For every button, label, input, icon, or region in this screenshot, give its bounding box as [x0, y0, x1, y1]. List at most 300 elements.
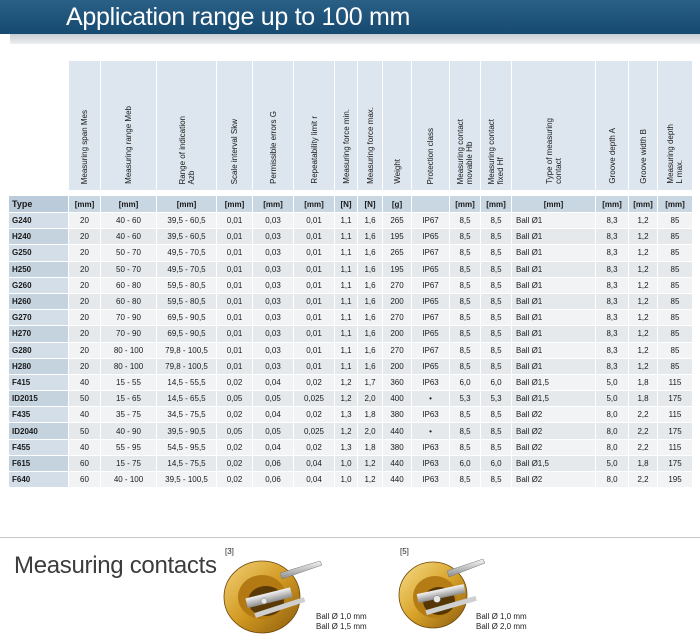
table-cell: 8,3	[596, 213, 629, 229]
table-cell: 20	[69, 245, 101, 261]
table-cell: 0,01	[217, 261, 253, 277]
table-cell: 69,5 - 90,5	[157, 326, 217, 342]
table-cell: 54,5 - 95,5	[157, 439, 217, 455]
header-cell: Permissible errors G	[253, 61, 294, 191]
table-cell: 70 - 90	[101, 326, 157, 342]
contact-ball-size-2: Ball Ø 1,5 mm	[316, 622, 367, 631]
table-cell: IP65	[412, 293, 450, 309]
table-cell: 0,02	[217, 374, 253, 390]
table-cell: 0,05	[253, 391, 294, 407]
table-row	[9, 391, 693, 407]
table-row	[9, 229, 693, 245]
table-cell: 5,3	[450, 391, 481, 407]
table-cell: 1,1	[335, 310, 358, 326]
table-cell: 8,5	[481, 326, 512, 342]
table-cell: 1,1	[335, 358, 358, 374]
table-cell: 1,6	[358, 342, 383, 358]
table-cell: 195	[383, 229, 412, 245]
header-cell: Measuring force max.	[358, 61, 383, 191]
table-cell: 60	[69, 455, 101, 471]
table-cell: 1,8	[629, 455, 658, 471]
table-cell: 20	[69, 342, 101, 358]
table-cell: 8,5	[481, 293, 512, 309]
header-cell: Groove width B	[629, 61, 658, 191]
table-cell: 0,04	[253, 439, 294, 455]
header-cell: Repeatability limit r	[294, 61, 335, 191]
table-cell: 8,3	[596, 229, 629, 245]
table-cell: 8,3	[596, 326, 629, 342]
table-cell: 0,01	[217, 342, 253, 358]
table-cell: 5,0	[596, 391, 629, 407]
table-cell: 14,5 - 75,5	[157, 455, 217, 471]
table-cell: IP63	[412, 374, 450, 390]
table-cell: 8,5	[450, 245, 481, 261]
contact-5-ball-sizes	[476, 612, 527, 632]
table-cell: 85	[658, 310, 693, 326]
table-cell: Ball Ø1	[512, 245, 596, 261]
table-cell: 0,01	[217, 358, 253, 374]
table-cell: 60 - 80	[101, 277, 157, 293]
table-cell: 8,5	[450, 358, 481, 374]
unit-cell: [mm]	[69, 196, 101, 213]
table-cell: 1,2	[629, 229, 658, 245]
table-cell: 20	[69, 358, 101, 374]
unit-cell: [mm]	[294, 196, 335, 213]
table-cell: 6,0	[481, 455, 512, 471]
type-cell: G270	[9, 310, 69, 326]
header-cell: Type of measuring contact	[512, 61, 596, 191]
contact-3-ball-sizes	[316, 612, 367, 632]
table-cell: 1,1	[335, 261, 358, 277]
table-cell: Ball Ø1	[512, 358, 596, 374]
table-cell: 1,2	[629, 342, 658, 358]
unit-cell: [mm]	[481, 196, 512, 213]
table-cell: IP65	[412, 326, 450, 342]
contact-5-image	[395, 553, 487, 639]
table-cell: 0,03	[253, 277, 294, 293]
table-cell: 85	[658, 261, 693, 277]
table-cell: 2,2	[629, 407, 658, 423]
table-cell: 1,2	[629, 293, 658, 309]
unit-cell: [mm]	[658, 196, 693, 213]
table-cell: 0,04	[294, 472, 335, 488]
table-cell: 200	[383, 293, 412, 309]
table-cell: 270	[383, 277, 412, 293]
table-cell: 1,2	[629, 326, 658, 342]
table-cell: 40 - 60	[101, 229, 157, 245]
table-cell: 8,5	[481, 213, 512, 229]
table-cell: Ball Ø2	[512, 472, 596, 488]
table-cell: 0,01	[294, 277, 335, 293]
table-cell: 20	[69, 277, 101, 293]
table-cell: 85	[658, 229, 693, 245]
table-cell: 175	[658, 391, 693, 407]
unit-cell	[412, 196, 450, 213]
table-cell: 80 - 100	[101, 358, 157, 374]
type-cell: H260	[9, 293, 69, 309]
table-cell: 85	[658, 358, 693, 374]
table-cell: 0,04	[253, 374, 294, 390]
table-cell: 60	[69, 472, 101, 488]
table-cell: 0,03	[253, 310, 294, 326]
spec-table	[8, 60, 693, 488]
table-cell: 0,01	[217, 229, 253, 245]
table-cell: 40	[69, 439, 101, 455]
table-cell: Ball Ø2	[512, 439, 596, 455]
table-cell: 14,5 - 55,5	[157, 374, 217, 390]
table-cell: IP67	[412, 310, 450, 326]
table-cell: 20	[69, 261, 101, 277]
type-cell: ID2015	[9, 391, 69, 407]
table-row	[9, 472, 693, 488]
table-cell: 1,2	[335, 423, 358, 439]
table-cell: 1,7	[358, 374, 383, 390]
table-cell: 0,03	[253, 293, 294, 309]
table-cell: 39,5 - 60,5	[157, 229, 217, 245]
header-cell: Measuring span Mes	[69, 61, 101, 191]
table-cell: 0,06	[253, 472, 294, 488]
table-cell: 8,3	[596, 245, 629, 261]
table-cell: 70 - 90	[101, 310, 157, 326]
table-cell: 2,0	[358, 391, 383, 407]
table-cell: 49,5 - 70,5	[157, 261, 217, 277]
table-cell: 0,06	[253, 455, 294, 471]
table-row	[9, 310, 693, 326]
table-cell: 0,03	[253, 261, 294, 277]
table-cell: 20	[69, 229, 101, 245]
table-cell: 55 - 95	[101, 439, 157, 455]
header-row	[9, 61, 693, 191]
table-cell: 0,03	[253, 326, 294, 342]
header-cell: Protection class	[412, 61, 450, 191]
header-cell: Range of indication Azb	[157, 61, 217, 191]
table-cell: 85	[658, 326, 693, 342]
table-cell: 0,03	[253, 358, 294, 374]
table-cell: •	[412, 391, 450, 407]
table-cell: 8,5	[481, 439, 512, 455]
table-cell: 8,5	[481, 310, 512, 326]
table-cell: 8,5	[481, 407, 512, 423]
table-cell: 40	[69, 374, 101, 390]
contact-ball-size-1: Ball Ø 1,0 mm	[476, 612, 527, 621]
table-cell: 195	[383, 261, 412, 277]
table-cell: 1,2	[629, 245, 658, 261]
table-cell: 0,02	[217, 439, 253, 455]
contact-3-image	[220, 553, 330, 639]
table-cell: 15 - 65	[101, 391, 157, 407]
table-cell: 1,3	[335, 407, 358, 423]
table-cell: 0,01	[294, 342, 335, 358]
table-cell: Ball Ø1	[512, 277, 596, 293]
type-cell: F615	[9, 455, 69, 471]
table-cell: 175	[658, 423, 693, 439]
table-row	[9, 277, 693, 293]
contact-ball-size-2: Ball Ø 2,0 mm	[476, 622, 527, 631]
table-row	[9, 245, 693, 261]
table-cell: 1,2	[629, 277, 658, 293]
table-cell: Ball Ø1	[512, 310, 596, 326]
table-cell: 0,02	[217, 472, 253, 488]
table-cell: 8,0	[596, 439, 629, 455]
table-cell: IP63	[412, 455, 450, 471]
type-cell: G250	[9, 245, 69, 261]
table-cell: 85	[658, 293, 693, 309]
table-cell: 1,1	[335, 342, 358, 358]
table-cell: 175	[658, 455, 693, 471]
table-cell: IP67	[412, 277, 450, 293]
table-cell: 1,2	[358, 472, 383, 488]
table-cell: 200	[383, 358, 412, 374]
table-row	[9, 342, 693, 358]
table-cell: 0,02	[294, 407, 335, 423]
table-cell: Ball Ø1	[512, 326, 596, 342]
table-cell: 360	[383, 374, 412, 390]
type-cell: F455	[9, 439, 69, 455]
table-row	[9, 423, 693, 439]
unit-cell: [mm]	[450, 196, 481, 213]
unit-cell: [g]	[383, 196, 412, 213]
table-cell: 1,6	[358, 261, 383, 277]
table-cell: 8,0	[596, 423, 629, 439]
table-cell: 2,2	[629, 472, 658, 488]
table-cell: Ball Ø2	[512, 423, 596, 439]
table-row	[9, 213, 693, 229]
table-cell: 2,0	[358, 423, 383, 439]
table-cell: 1,6	[358, 310, 383, 326]
header-cell: Measuring depth L max.	[658, 61, 693, 191]
table-cell: 0,01	[217, 310, 253, 326]
table-cell: 8,5	[450, 342, 481, 358]
table-cell: 200	[383, 326, 412, 342]
table-cell: 0,01	[294, 245, 335, 261]
table-cell: 380	[383, 439, 412, 455]
table-cell: 0,01	[217, 293, 253, 309]
table-cell: 0,02	[294, 374, 335, 390]
table-cell: 0,01	[217, 277, 253, 293]
table-cell: 0,01	[217, 326, 253, 342]
table-cell: 79,8 - 100,5	[157, 342, 217, 358]
table-cell: 8,0	[596, 472, 629, 488]
type-cell: H240	[9, 229, 69, 245]
contact-ball-size-1: Ball Ø 1,0 mm	[316, 612, 367, 621]
table-cell: Ball Ø1,5	[512, 391, 596, 407]
table-cell: 40 - 100	[101, 472, 157, 488]
table-cell: 0,025	[294, 423, 335, 439]
table-cell: 59,5 - 80,5	[157, 277, 217, 293]
section-divider	[0, 537, 700, 538]
table-cell: 8,5	[450, 310, 481, 326]
table-cell: 35 - 75	[101, 407, 157, 423]
table-cell: 20	[69, 326, 101, 342]
table-cell: 2,2	[629, 423, 658, 439]
table-cell: 440	[383, 423, 412, 439]
table-cell: Ball Ø1	[512, 213, 596, 229]
table-cell: 8,3	[596, 277, 629, 293]
unit-cell: [mm]	[253, 196, 294, 213]
table-cell: 1,6	[358, 277, 383, 293]
table-cell: 40	[69, 407, 101, 423]
table-cell: 8,5	[481, 245, 512, 261]
table-cell: 1,1	[335, 213, 358, 229]
table-cell: 85	[658, 277, 693, 293]
table-cell: 8,5	[450, 229, 481, 245]
type-cell: G280	[9, 342, 69, 358]
type-cell: F435	[9, 407, 69, 423]
table-cell: 0,05	[217, 391, 253, 407]
table-cell: 265	[383, 245, 412, 261]
table-cell: 1,6	[358, 358, 383, 374]
table-cell: 270	[383, 310, 412, 326]
table-cell: 6,0	[450, 374, 481, 390]
table-cell: IP65	[412, 261, 450, 277]
table-cell: Ball Ø2	[512, 407, 596, 423]
table-cell: 1,1	[335, 293, 358, 309]
table-cell: 1,1	[335, 229, 358, 245]
table-cell: 0,01	[217, 213, 253, 229]
table-cell: 5,3	[481, 391, 512, 407]
table-cell: IP67	[412, 245, 450, 261]
table-cell: 0,02	[217, 455, 253, 471]
table-cell: 34,5 - 75,5	[157, 407, 217, 423]
table-cell: 20	[69, 213, 101, 229]
table-cell: 8,0	[596, 407, 629, 423]
table-cell: 8,5	[450, 423, 481, 439]
table-cell: Ball Ø1,5	[512, 455, 596, 471]
table-cell: 6,0	[481, 374, 512, 390]
table-cell: 8,5	[481, 342, 512, 358]
table-cell: 1,3	[335, 439, 358, 455]
contact-figure-number: [3]	[225, 547, 234, 556]
table-cell: 1,0	[335, 455, 358, 471]
unit-cell: [mm]	[629, 196, 658, 213]
table-cell: Ball Ø1	[512, 229, 596, 245]
table-cell: 8,3	[596, 358, 629, 374]
table-cell: 1,2	[335, 391, 358, 407]
table-cell: 15 - 75	[101, 455, 157, 471]
table-cell: IP63	[412, 407, 450, 423]
table-cell: 0,01	[294, 310, 335, 326]
table-cell: 195	[658, 472, 693, 488]
table-cell: 1,1	[335, 245, 358, 261]
table-cell: IP63	[412, 439, 450, 455]
table-cell: 270	[383, 342, 412, 358]
table-cell: 1,1	[335, 277, 358, 293]
table-cell: 0,03	[253, 213, 294, 229]
unit-cell: [mm]	[596, 196, 629, 213]
table-cell: •	[412, 423, 450, 439]
table-cell: 8,5	[450, 277, 481, 293]
header-cell: Weight	[383, 61, 412, 191]
table-cell: 39,5 - 60,5	[157, 213, 217, 229]
unit-cell: [N]	[335, 196, 358, 213]
type-cell: F640	[9, 472, 69, 488]
table-cell: 265	[383, 213, 412, 229]
table-cell: 39,5 - 100,5	[157, 472, 217, 488]
table-cell: Ball Ø1,5	[512, 374, 596, 390]
table-row	[9, 358, 693, 374]
table-cell: 8,5	[481, 277, 512, 293]
type-column-header: Type	[9, 196, 69, 213]
page-title: Application range up to 100 mm	[0, 0, 700, 34]
table-cell: 0,04	[253, 407, 294, 423]
table-cell: 115	[658, 439, 693, 455]
unit-cell: [N]	[358, 196, 383, 213]
measuring-contacts-title: Measuring contacts	[14, 552, 217, 579]
table-cell: 20	[69, 293, 101, 309]
table-cell: 40 - 90	[101, 423, 157, 439]
table-cell: 440	[383, 455, 412, 471]
spec-table-body	[9, 213, 693, 488]
table-cell: 49,5 - 70,5	[157, 245, 217, 261]
table-cell: 8,5	[450, 407, 481, 423]
table-cell: 0,01	[217, 245, 253, 261]
table-cell: 1,6	[358, 326, 383, 342]
table-row	[9, 407, 693, 423]
table-cell: 40 - 60	[101, 213, 157, 229]
table-row	[9, 293, 693, 309]
type-cell: G260	[9, 277, 69, 293]
table-cell: IP65	[412, 358, 450, 374]
table-cell: 1,8	[629, 374, 658, 390]
table-cell: 1,6	[358, 213, 383, 229]
table-cell: 8,5	[450, 439, 481, 455]
table-row	[9, 374, 693, 390]
table-cell: 69,5 - 90,5	[157, 310, 217, 326]
table-cell: 1,1	[335, 326, 358, 342]
table-cell: 1,2	[629, 310, 658, 326]
header-cell: Scale interval Skw	[217, 61, 253, 191]
contact-figure-number: [5]	[400, 547, 409, 556]
table-cell: 8,5	[450, 472, 481, 488]
table-cell: 1,8	[629, 391, 658, 407]
table-cell: 8,5	[450, 261, 481, 277]
table-cell: 400	[383, 391, 412, 407]
table-cell: 1,0	[335, 472, 358, 488]
header-cell: Measuring range Meb	[101, 61, 157, 191]
table-cell: IP67	[412, 213, 450, 229]
unit-row	[9, 196, 693, 213]
type-cell: ID2040	[9, 423, 69, 439]
table-cell: 0,03	[253, 342, 294, 358]
table-cell: 85	[658, 342, 693, 358]
table-cell: IP63	[412, 472, 450, 488]
table-cell: 0,04	[294, 455, 335, 471]
table-row	[9, 439, 693, 455]
table-cell: 0,03	[253, 245, 294, 261]
title-shadow	[10, 34, 700, 44]
type-cell: H250	[9, 261, 69, 277]
table-cell: 8,3	[596, 293, 629, 309]
header-cell: Measuring contact movable Hb	[450, 61, 481, 191]
table-cell: 50 - 70	[101, 245, 157, 261]
table-cell: 15 - 55	[101, 374, 157, 390]
table-cell: 1,6	[358, 229, 383, 245]
table-cell: 1,2	[629, 261, 658, 277]
type-cell: F415	[9, 374, 69, 390]
unit-cell: [mm]	[101, 196, 157, 213]
header-cell: Groove depth A	[596, 61, 629, 191]
table-cell: 0,05	[253, 423, 294, 439]
table-cell: 0,01	[294, 229, 335, 245]
table-cell: 6,0	[450, 455, 481, 471]
table-cell: 0,02	[294, 439, 335, 455]
header-cell: Measuring contact fixed Hf	[481, 61, 512, 191]
table-cell: 1,6	[358, 245, 383, 261]
table-cell: 1,2	[358, 455, 383, 471]
table-cell: 115	[658, 407, 693, 423]
table-cell: 380	[383, 407, 412, 423]
table-cell: 8,5	[481, 472, 512, 488]
